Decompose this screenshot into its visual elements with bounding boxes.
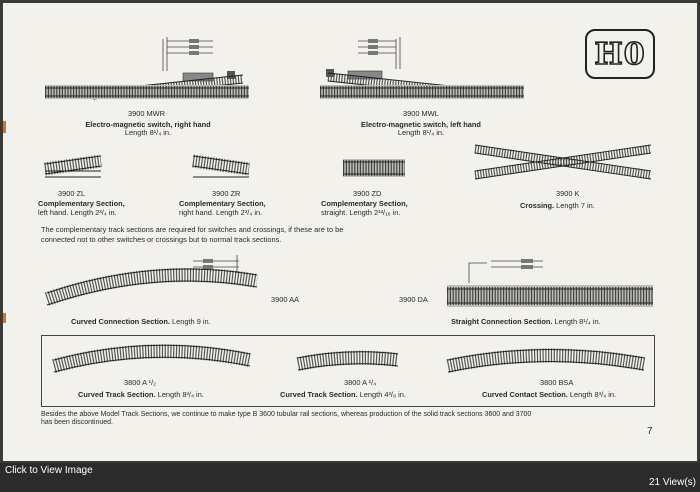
item-name: Straight Connection Section. — [451, 317, 553, 326]
item-code: 3900 MWR — [128, 109, 165, 118]
crossing-illustration — [473, 141, 653, 183]
item-code: 3900 DA — [399, 295, 428, 304]
ho-badge-label: H0 — [594, 36, 646, 72]
item-name: Complementary Section, — [321, 199, 408, 208]
viewer-footer — [0, 463, 700, 492]
bottom-note-line: has been discontinued. — [41, 419, 113, 426]
item-length: straight. Length 2¹³/₁₆ in. — [321, 208, 401, 217]
item-length: Length 8¹/₄ in. — [397, 128, 445, 137]
curved-track-half-illustration — [50, 340, 254, 376]
ho-scale-badge — [585, 29, 655, 79]
item-code: 3900 ZR — [212, 189, 241, 198]
item-code: 3900 MWL — [403, 109, 439, 118]
complementary-straight-illustration — [343, 155, 405, 181]
item-name: Complementary Section, — [179, 199, 266, 208]
page-edge-mark — [3, 313, 6, 323]
item-description — [451, 317, 601, 326]
straight-track — [45, 85, 249, 99]
item-length: Length 4³/₈ in. — [359, 390, 406, 399]
switch-left-hand-illustration — [318, 33, 528, 105]
page-edge-mark — [3, 121, 6, 133]
switch-control-cables — [163, 37, 213, 71]
item-length: Length 7 in. — [556, 201, 595, 210]
curved-track-quarter-illustration — [296, 344, 400, 374]
cable-plugs — [189, 39, 199, 55]
item-name: Curved Track Section. — [280, 390, 358, 399]
item-length: left hand. Length 2³/₄ in. — [38, 208, 117, 217]
item-name: Complementary Section, — [38, 199, 125, 208]
item-code: 3900 K — [556, 189, 580, 198]
item-length: Length 9 in. — [172, 317, 211, 326]
switch-right-hand-illustration — [43, 33, 253, 105]
item-description — [520, 201, 595, 210]
item-length: right hand. Length 2³/₄ in. — [179, 208, 263, 217]
item-code: 3900 ZD — [353, 189, 382, 198]
page-number: 7 — [647, 426, 653, 437]
item-name: Crossing. — [520, 201, 555, 210]
item-code: 3900 ZL — [58, 189, 86, 198]
item-name: Curved Track Section. — [78, 390, 156, 399]
catalog-page — [3, 3, 697, 461]
curved-connection-illustration — [43, 249, 263, 309]
item-code: 3800 BSA — [540, 378, 574, 387]
item-code: 3800 A ¹/₂ — [124, 378, 157, 387]
item-name: Curved Contact Section. — [482, 390, 568, 399]
complementary-note-line: connected not to other switches or crossings but to normal track sections. — [41, 235, 282, 244]
item-description — [78, 390, 204, 399]
item-length: Length 8¹/₄ in. — [124, 128, 172, 137]
complementary-left-illustration — [43, 153, 103, 183]
item-code: 3800 A ¹/₄ — [344, 378, 377, 387]
switch-lamp — [227, 71, 235, 79]
item-description — [71, 317, 211, 326]
complementary-right-illustration — [191, 153, 251, 183]
view-image-link[interactable]: Click to View Image — [5, 465, 93, 476]
item-name: Electro-magnetic switch, right hand — [85, 120, 211, 129]
item-length: Length 8³/₄ in. — [157, 390, 204, 399]
bottom-note-line: Besides the above Model Track Sections, we continue to make type B 3600 tubular rail sections, whereas production of the solid track sections 3600 and 3700 — [41, 411, 532, 418]
straight-connection-illustration — [447, 253, 653, 309]
item-description — [280, 390, 406, 399]
curved-contact-illustration — [444, 342, 648, 376]
item-name: Electro-magnetic switch, left hand — [361, 120, 481, 129]
complementary-note-line: The complementary track sections are required for switches and crossings, if these are to be — [41, 225, 344, 234]
item-length: Length 8³/₄ in. — [569, 390, 617, 399]
item-length: Length 8¹/₄ in. — [554, 317, 601, 326]
view-count: 21 View(s) — [648, 477, 696, 488]
item-description — [482, 390, 616, 399]
track-sections-box — [41, 335, 655, 407]
item-name: Curved Connection Section. — [71, 317, 170, 326]
item-code: 3900 AA — [271, 295, 299, 304]
